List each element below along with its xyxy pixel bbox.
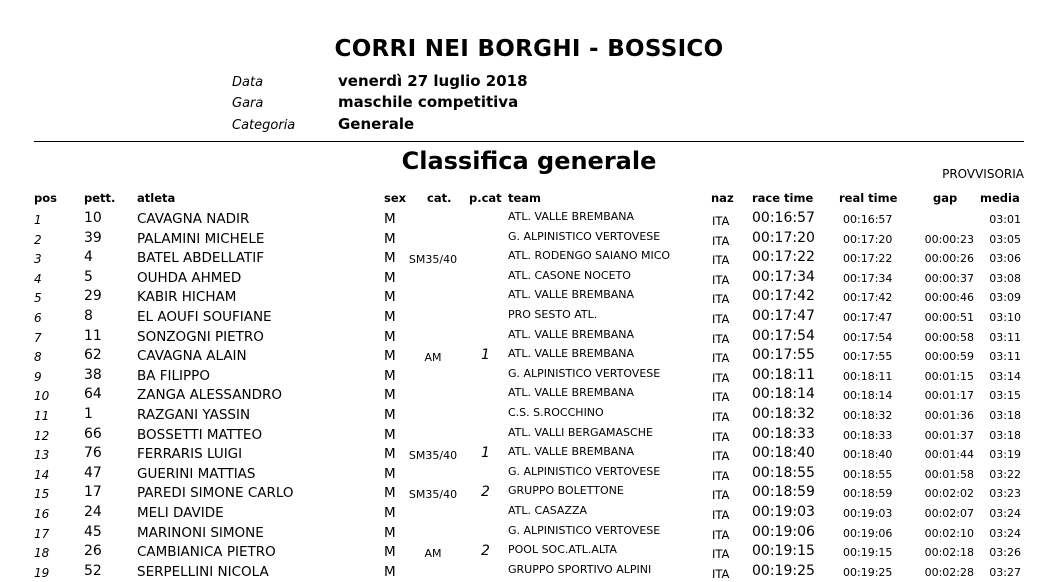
table-row [0,230,1058,250]
cell-race-time: 00:17:22 [752,249,815,266]
cell-pos: 11 [34,409,50,423]
cell-pett: 52 [84,562,102,579]
table-row [0,328,1058,348]
cell-sex: M [384,211,396,227]
cell-real-time: 00:16:57 [843,213,893,226]
cell-atleta: OUHDA AHMED [137,269,242,286]
cell-pos: 9 [34,369,42,384]
header-divider [34,141,1024,142]
cell-pcat: 1 [481,445,490,462]
cell-race-time: 00:16:57 [752,210,815,226]
cell-pos: 12 [34,428,50,443]
cell-pos: 6 [34,311,42,325]
col-header-media: media [980,191,1020,205]
cell-pett: 26 [84,543,102,560]
cell-atleta: SONZOGNI PIETRO [137,328,264,345]
cell-cat: SM35/40 [408,253,458,267]
cell-gap: 00:02:10 [924,526,974,540]
cell-sex: M [384,426,396,443]
cell-team: ATL. VALLE BREMBANA [508,210,635,223]
cell-sex: M [384,465,396,482]
cell-sex: M [384,289,396,306]
cell-pos: 10 [34,389,50,404]
cell-atleta: PALAMINI MICHELE [137,230,265,247]
cell-pcat: 2 [481,543,490,560]
cell-media: 03:06 [989,252,1021,266]
cell-real-time: 00:18:14 [843,389,893,403]
col-header-gap: gap [933,191,958,205]
cell-media: 03:10 [989,311,1021,324]
cell-pos: 5 [34,291,42,306]
table-row [0,563,1058,582]
cell-gap: 00:01:17 [924,389,974,403]
cell-team: ATL. VALLE BREMBANA [508,386,635,400]
cell-gap: 00:00:51 [924,311,974,324]
cell-sex: M [384,485,396,502]
cell-gap: 00:02:07 [924,507,974,520]
cell-real-time: 00:17:54 [843,330,893,344]
cell-naz: ITA [712,488,730,503]
cell-gap: 00:01:44 [924,448,974,462]
event-title: CORRI NEI BORGHI - BOSSICO [334,36,724,62]
cell-naz: ITA [712,429,730,444]
cell-gap: 00:00:46 [924,291,974,305]
cell-pett: 39 [84,229,102,246]
cell-media: 03:22 [989,467,1021,481]
cell-sex: M [384,250,396,267]
cell-race-time: 00:18:11 [752,366,815,383]
table-row [0,347,1058,367]
cell-race-time: 00:19:25 [752,562,815,579]
cell-pett: 10 [84,210,102,226]
col-header-pcat: p.cat [469,191,502,205]
cell-team: ATL. VALLE BREMBANA [508,327,635,341]
cell-atleta: KABIR HICHAM [137,289,237,306]
cell-team: ATL. VALLE BREMBANA [508,288,635,302]
cell-cat: SM35/40 [408,488,458,502]
cell-naz: ITA [712,214,730,228]
cell-real-time: 00:18:32 [843,409,893,422]
cell-media: 03:26 [989,546,1021,560]
cell-atleta: MARINONI SIMONE [137,524,264,541]
cell-gap: 00:00:58 [924,330,974,344]
col-header-atleta: atleta [137,191,176,205]
cell-media: 03:15 [989,389,1021,403]
cell-atleta: RAZGANI YASSIN [137,407,251,423]
table-row [0,288,1058,308]
cell-media: 03:11 [989,350,1021,364]
cell-sex: M [384,505,396,521]
cell-atleta: BOSSETTI MATTEO [137,426,263,443]
table-row [0,524,1058,544]
cell-atleta: SERPELLINI NICOLA [137,563,269,580]
cell-media: 03:05 [989,232,1021,246]
cell-team: ATL. CASAZZA [508,504,588,517]
cell-pos: 2 [34,232,42,247]
cell-team: C.S. S.ROCCHINO [508,406,604,419]
cell-pos: 4 [34,271,42,286]
cell-cat: AM [424,547,442,561]
cell-media: 03:18 [989,409,1021,422]
cell-naz: ITA [712,547,730,562]
meta-value-data: venerdì 27 luglio 2018 [338,72,528,90]
cell-pett: 38 [84,366,102,383]
cell-sex: M [384,563,396,580]
cell-team: G. ALPINISTICO VERTOVESE [508,366,661,380]
col-header-team: team [508,191,542,205]
cell-naz: ITA [712,272,730,287]
cell-race-time: 00:18:55 [752,464,815,481]
cell-race-time: 00:17:47 [752,308,815,324]
cell-real-time: 00:18:40 [843,448,893,462]
table-row [0,465,1058,485]
cell-gap: 00:01:37 [924,428,974,442]
cell-sex: M [384,446,396,463]
cell-race-time: 00:17:54 [752,327,815,344]
cell-sex: M [384,269,396,286]
cell-pett: 17 [84,484,102,501]
cell-media: 03:14 [989,369,1021,383]
cell-real-time: 00:17:47 [843,311,893,324]
cell-atleta: BATEL ABDELLATIF [137,250,264,267]
cell-team: GRUPPO BOLETTONE [508,484,624,498]
cell-gap: 00:00:37 [924,271,974,285]
cell-media: 03:18 [989,428,1021,442]
table-row [0,504,1058,524]
cell-race-time: 00:19:15 [752,543,815,560]
cell-team: GRUPPO SPORTIVO ALPINI [508,562,652,576]
cell-media: 03:09 [989,291,1021,305]
cell-sex: M [384,387,396,404]
cell-real-time: 00:19:15 [843,546,893,560]
cell-sex: M [384,328,396,345]
cell-pett: 45 [84,523,102,540]
cell-naz: ITA [712,370,730,385]
col-header-naz: naz [711,191,734,205]
cell-sex: M [384,348,396,365]
cell-pett: 62 [84,347,102,364]
cell-pcat: 1 [481,347,490,364]
cell-atleta: MELI DAVIDE [137,505,224,521]
cell-pett: 5 [84,268,93,285]
cell-pett: 29 [84,288,102,305]
table-row [0,386,1058,406]
cell-race-time: 00:18:59 [752,484,815,501]
table-row [0,543,1058,563]
table-row [0,426,1058,446]
cell-media: 03:27 [989,565,1021,579]
cell-real-time: 00:17:42 [843,291,893,305]
table-row [0,484,1058,504]
cell-media: 03:24 [989,526,1021,540]
cell-team: G. ALPINISTICO VERTOVESE [508,464,661,478]
cell-race-time: 00:17:34 [752,268,815,285]
cell-real-time: 00:17:22 [843,252,893,266]
cell-media: 03:24 [989,507,1021,520]
cell-team: G. ALPINISTICO VERTOVESE [508,523,661,537]
cell-pett: 1 [84,406,93,422]
cell-media: 03:01 [989,213,1021,226]
cell-naz: ITA [712,253,730,268]
cell-gap: 00:01:36 [924,409,974,422]
cell-sex: M [384,544,396,561]
cell-race-time: 00:18:40 [752,445,815,462]
cell-gap: 00:00:59 [924,350,974,364]
cell-naz: ITA [712,566,730,581]
cell-gap: 00:02:02 [924,487,974,501]
cell-naz: ITA [712,527,730,542]
cell-sex: M [384,230,396,247]
cell-race-time: 00:19:03 [752,504,815,520]
cell-team: ATL. VALLI BERGAMASCHE [508,425,653,439]
cell-pos: 17 [34,526,50,541]
cell-gap: 00:01:15 [924,369,974,383]
cell-naz: ITA [712,312,730,326]
table-row [0,367,1058,387]
status-label: PROVVISORIA [942,167,1024,181]
cell-pcat: 2 [481,484,490,501]
cell-real-time: 00:19:06 [843,526,893,540]
cell-race-time: 00:18:33 [752,425,815,442]
cell-team: POOL SOC.ATL.ALTA [508,543,617,557]
cell-naz: ITA [712,233,730,248]
cell-atleta: BA FILIPPO [137,367,210,384]
cell-real-time: 00:18:55 [843,467,893,481]
table-row [0,210,1058,230]
cell-naz: ITA [712,292,730,307]
cell-naz: ITA [712,449,730,464]
cell-pett: 24 [84,504,102,520]
cell-sex: M [384,367,396,384]
cell-atleta: CAVAGNA ALAIN [137,348,247,365]
cell-real-time: 00:17:55 [843,350,893,364]
cell-atleta: ZANGA ALESSANDRO [137,387,282,404]
cell-gap: 00:01:58 [924,467,974,481]
cell-cat: SM35/40 [408,449,458,463]
cell-team: ATL. CASONE NOCETO [508,268,631,282]
cell-gap: 00:00:23 [924,232,974,246]
cell-media: 03:23 [989,487,1021,501]
cell-pett: 8 [84,308,93,324]
cell-real-time: 00:19:25 [843,565,893,579]
meta-label-data: Data [232,75,264,90]
cell-gap: 00:02:28 [924,565,974,579]
cell-team: ATL. VALLE BREMBANA [508,347,635,361]
cell-naz: ITA [712,410,730,424]
cell-pos: 8 [34,350,42,365]
table-row [0,406,1058,426]
cell-pett: 64 [84,386,102,403]
cell-race-time: 00:18:14 [752,386,815,403]
meta-value-gara: maschile competitiva [338,93,519,111]
cell-race-time: 00:17:42 [752,288,815,305]
cell-naz: ITA [712,351,730,366]
table-row [0,249,1058,269]
cell-naz: ITA [712,508,730,522]
cell-gap: 00:00:26 [924,252,974,266]
cell-pett: 76 [84,445,102,462]
col-header-cat: cat. [427,191,452,205]
meta-value-categoria: Generale [338,115,415,133]
cell-real-time: 00:17:20 [843,232,893,246]
col-header-race-time: race time [752,191,814,205]
cell-team: ATL. VALLE BREMBANA [508,445,635,459]
cell-media: 03:08 [989,271,1021,285]
cell-race-time: 00:18:32 [752,406,815,422]
cell-atleta: CAMBIANICA PIETRO [137,544,276,561]
col-header-pos: pos [34,191,57,205]
cell-pos: 19 [34,565,50,580]
cell-team: ATL. RODENGO SAIANO MICO [508,249,671,263]
cell-sex: M [384,524,396,541]
cell-pos: 13 [34,448,50,463]
cell-sex: M [384,309,396,325]
cell-atleta: FERRARIS LUIGI [137,446,243,463]
cell-pos: 3 [34,252,42,267]
cell-pett: 11 [84,327,102,344]
table-row [0,269,1058,289]
cell-race-time: 00:17:55 [752,347,815,364]
cell-real-time: 00:18:33 [843,428,893,442]
meta-label-gara: Gara [232,96,264,111]
cell-naz: ITA [712,468,730,483]
cell-pos: 16 [34,507,50,521]
cell-sex: M [384,407,396,423]
cell-team: PRO SESTO ATL. [508,308,598,321]
cell-real-time: 00:17:34 [843,271,893,285]
cell-race-time: 00:17:20 [752,229,815,246]
cell-pos: 1 [34,213,42,227]
cell-pett: 4 [84,249,93,266]
cell-pos: 15 [34,487,50,502]
cell-gap: 00:02:18 [924,546,974,560]
cell-cat: AM [424,351,442,365]
cell-atleta: PAREDI SIMONE CARLO [137,485,294,502]
page-subtitle: Classifica generale [401,147,657,175]
cell-naz: ITA [712,331,730,346]
cell-pos: 7 [34,330,42,345]
col-header-real-time: real time [839,191,898,205]
cell-pos: 14 [34,467,50,482]
cell-atleta: GUERINI MATTIAS [137,465,256,482]
cell-pos: 18 [34,546,50,561]
cell-real-time: 00:19:03 [843,507,893,520]
cell-real-time: 00:18:11 [843,369,893,383]
col-header-sex: sex [384,191,407,205]
table-row [0,445,1058,465]
col-header-pett: pett. [84,191,116,205]
cell-naz: ITA [712,390,730,405]
meta-label-categoria: Categoria [232,118,296,133]
cell-atleta: EL AOUFI SOUFIANE [137,309,272,325]
cell-team: G. ALPINISTICO VERTOVESE [508,229,661,243]
cell-pett: 47 [84,464,102,481]
cell-race-time: 00:19:06 [752,523,815,540]
cell-real-time: 00:18:59 [843,487,893,501]
cell-atleta: CAVAGNA NADIR [137,211,250,227]
cell-media: 03:19 [989,448,1021,462]
table-row [0,308,1058,328]
cell-pett: 66 [84,425,102,442]
cell-media: 03:11 [989,330,1021,344]
